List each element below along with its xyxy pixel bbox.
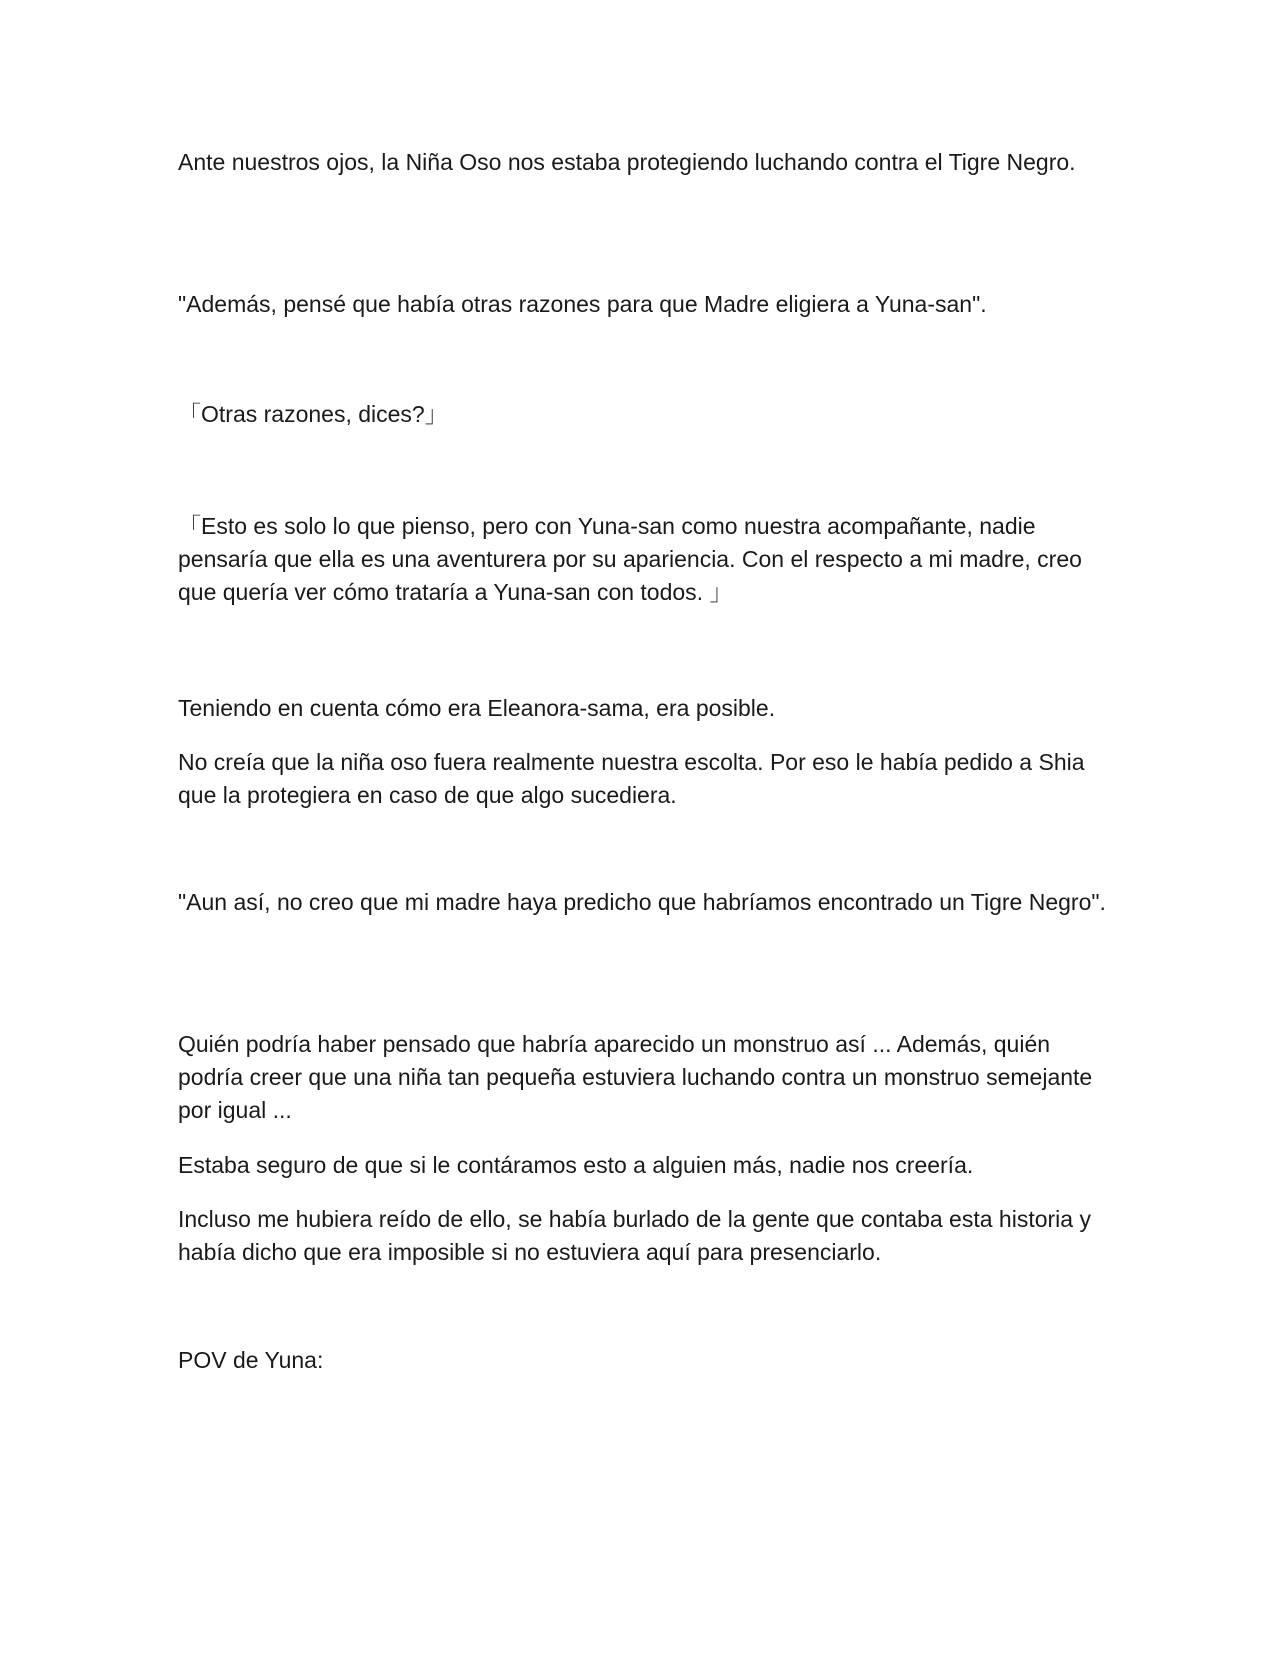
paragraph-6: No creía que la niña oso fuera realmente nuestra escolta. Por eso le había pedido a Shia que la protegiera en caso de que algo sucediera. — [178, 749, 1085, 808]
paragraph-5: Teniendo en cuenta cómo era Eleanora-sama, era posible. — [178, 695, 776, 721]
paragraph-8: Quién podría haber pensado que habría aparecido un monstruo así ... Además, quién podría creer que una niña tan pequeña estuviera luchando contra un monstruo semejante por igual ... — [178, 1031, 1093, 1123]
paragraph-10: Incluso me hubiera reído de ello, se había burlado de la gente que contaba esta historia y había dicho que era imposible si no estuviera aquí para presenciarlo. — [178, 1206, 1091, 1265]
paragraph-9: Estaba seguro de que si le contáramos esto a alguien más, nadie nos creería. — [178, 1152, 974, 1178]
paragraph-4: 「Esto es solo lo que pienso, pero con Yuna-san como nuestra acompañante, nadie pensaría que ella es una aventurera por su apariencia. Con el respecto a mi madre, creo que quería ver cómo trataría a Yuna-san con todos. 」 — [178, 513, 1082, 605]
paragraph-2: "Además, pensé que había otras razones para que Madre eligiera a Yuna-san". — [178, 291, 987, 317]
paragraph-3: 「Otras razones, dices?」 — [178, 401, 448, 427]
paragraph-11: POV de Yuna: — [178, 1347, 324, 1373]
paragraph-7: "Aun así, no creo que mi madre haya predicho que habríamos encontrado un Tigre Negro". — [178, 889, 1106, 915]
paragraph-1: Ante nuestros ojos, la Niña Oso nos estaba protegiendo luchando contra el Tigre Negro. — [178, 149, 1076, 175]
